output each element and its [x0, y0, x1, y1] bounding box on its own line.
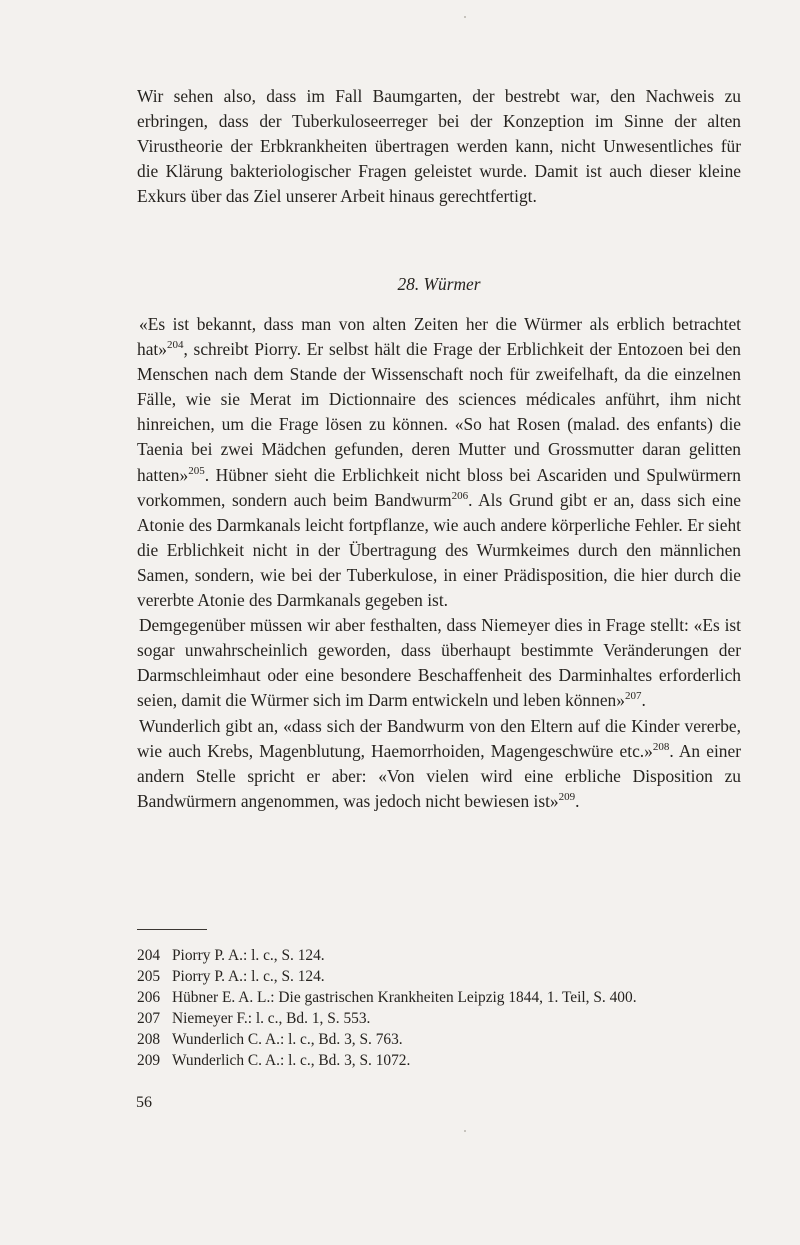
- paper-speck: [464, 16, 466, 18]
- paragraph-3-text-b: . An einer andern Stelle spricht er aber: «Von vielen wird eine erbliche Disposition zu Bandwürmern angenommen, was jedoch nicht bewiesen ist»: [137, 740, 741, 811]
- paragraph-1-text-d: . Als Grund gibt er an, dass sich eine Atonie des Darmkanals leicht fortpflanze, wie auch andere körperliche Fehler. Er sieht die Erblichkeit nicht in der Übertragung des Wurmkeimes durch den männlichen Samen, sondern, wie bei der Tuberkulose, in einer Prädisposition, die hier durch die vererbte Atonie des Darmkanals gegeben ist.: [137, 489, 741, 611]
- footnote-text: Wunderlich C. A.: l. c., Bd. 3, S. 1072.: [172, 1052, 411, 1069]
- footnote-ref-205[interactable]: 205: [188, 464, 205, 477]
- paragraph-1-text-a: «Es ist bekannt, dass man von alten Zeiten her die Würmer als erblich betrachtet hat»: [137, 314, 741, 360]
- page-number: 56: [136, 1094, 152, 1111]
- footnote-number: 206: [137, 989, 161, 1006]
- paragraph-2: [137, 613, 741, 713]
- paragraph-2-text-b: .: [641, 690, 646, 711]
- footnote-ref-209[interactable]: 209: [558, 790, 576, 803]
- section-body: [137, 312, 741, 814]
- footnote-ref-204[interactable]: 204: [166, 339, 184, 352]
- footnote-205: [137, 966, 757, 987]
- footnote-number: 209: [137, 1052, 161, 1069]
- footnote-text: Hübner E. A. L.: Die gastrischen Krankheiten Leipzig 1844, 1. Teil, S. 400.: [172, 989, 637, 1006]
- paragraph-3: [137, 714, 741, 814]
- paragraph-1: [137, 312, 741, 613]
- footnote-number: 204: [137, 947, 161, 964]
- footnote-ref-208[interactable]: 208: [652, 740, 670, 753]
- intro-paragraph: [137, 84, 741, 209]
- footnotes: [137, 945, 757, 1071]
- section-heading: 28. Würmer: [397, 274, 481, 294]
- footnote-208: [137, 1029, 757, 1050]
- footnote-text: Piorry P. A.: l. c., S. 124.: [172, 947, 325, 964]
- paragraph-3-text-c: .: [575, 790, 580, 811]
- paragraph-3-text-a: Wunderlich gibt an, «dass sich der Bandwurm von den Eltern auf die Kinder vererbe, wie auch Krebs, Magenblutung, Haemorrhoiden, Magengeschwüre etc.»: [137, 715, 741, 761]
- footnote-divider: [137, 929, 207, 930]
- footnote-204: [137, 945, 757, 966]
- footnote-text: Niemeyer F.: l. c., Bd. 1, S. 553.: [172, 1010, 371, 1027]
- intro-paragraph-text: Wir sehen also, dass im Fall Baumgarten, der bestrebt war, den Nachweis zu erbringen, dass der Tuberkuloseerreger bei der Konzeption im Sinne der alten Virustheorie der Erbkrankheiten übertragen werden kann, nicht Unwesentliches für die Klärung bakteriologischer Fragen geleistet wurde. Damit ist auch dieser kleine Exkurs über das Ziel unserer Arbeit hinaus gerechtfertigt.: [137, 86, 741, 207]
- footnote-207: [137, 1008, 757, 1029]
- footnote-ref-206[interactable]: 206: [451, 489, 469, 502]
- footnote-206: [137, 987, 757, 1008]
- footnote-number: 207: [137, 1010, 161, 1027]
- footnote-number: 205: [137, 968, 161, 985]
- footnote-text: Piorry P. A.: l. c., S. 124.: [172, 968, 325, 985]
- paper-speck: [464, 1130, 466, 1132]
- paragraph-1-text-c: . Hübner sieht die Erblichkeit nicht bloss bei Ascariden und Spulwürmern vorkommen, sondern auch beim Bandwurm: [137, 464, 741, 510]
- paragraph-2-text-a: Demgegenüber müssen wir aber festhalten, dass Niemeyer dies in Frage stellt: «Es ist sogar unwahrscheinlich geworden, dass überhaupt bestimmte Veränderungen der Darmschleimhaut oder eine besondere Beschaffenheit des Darminhaltes erforderlich seien, damit die Würmer sich im Darm entwickeln und leben können»: [137, 615, 741, 711]
- footnote-number: 208: [137, 1031, 161, 1048]
- footnote-ref-207[interactable]: 207: [624, 690, 642, 703]
- footnote-209: [137, 1050, 757, 1071]
- paragraph-1-text-b: , schreibt Piorry. Er selbst hält die Frage der Erblichkeit der Entozoen bei den Menschen nach dem Stande der Wissenschaft noch für zweifelhaft, da die einzelnen Fälle, wie sie Merat im Dictionnaire des sciences médicales anführt, ihm nicht hinreichen, um die Frage lösen zu können. «So hat Rosen (malad. des enfants) die Taenia bei zwei Mädchen gefunden, deren Mutter und Grossmutter daran gelitten hatten»: [137, 339, 741, 485]
- footnote-text: Wunderlich C. A.: l. c., Bd. 3, S. 763.: [172, 1031, 403, 1048]
